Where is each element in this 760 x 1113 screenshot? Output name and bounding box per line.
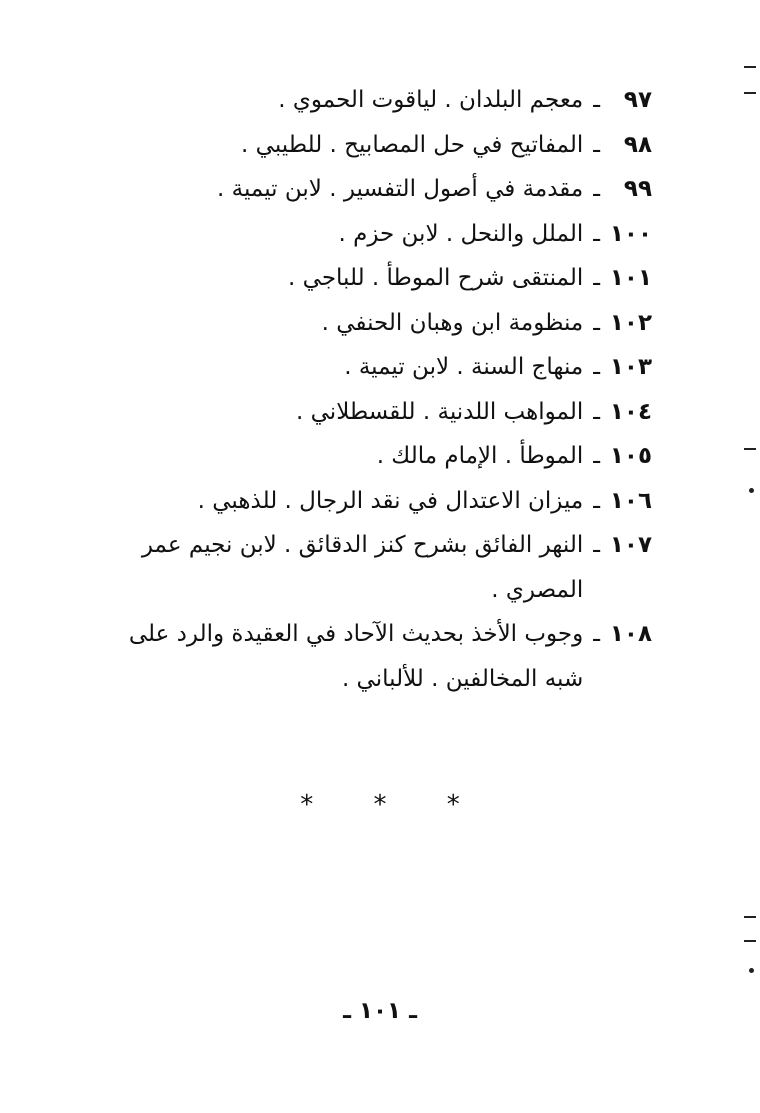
entry-text: الموطأ . الإمام مالك .	[376, 443, 584, 469]
list-item	[92, 301, 652, 346]
entry-dash: ـ	[593, 354, 600, 380]
entry-dash: ـ	[593, 220, 600, 247]
entry-number: ١٠٤	[609, 398, 652, 425]
entry-number: ٩٨	[623, 131, 652, 158]
list-item	[92, 256, 652, 301]
entry-text: منظومة ابن وهبان الحنفي .	[321, 309, 584, 336]
entry-number: ١٠١	[609, 265, 652, 291]
entry-number: ١٠٠	[609, 220, 652, 247]
entry-dash: ـ	[593, 87, 600, 113]
margin-dot	[749, 968, 754, 973]
entry-dash: ـ	[593, 621, 600, 647]
entry-number: ١٠٨	[609, 621, 652, 647]
entry-dash: ـ	[593, 131, 600, 158]
entry-text: المواهب اللدنية . للقسطلاني .	[296, 398, 584, 425]
list-item	[92, 390, 652, 435]
page-number: ـ ١٠١ ـ	[343, 998, 417, 1024]
entry-text: ميزان الاعتدال في نقد الرجال . للذهبي .	[197, 487, 584, 514]
list-item	[92, 78, 652, 123]
entry-dash: ـ	[593, 532, 600, 558]
entry-dash: ـ	[593, 443, 600, 469]
section-separator: * * *	[300, 790, 486, 820]
entry-number: ١٠٧	[609, 532, 652, 558]
entry-text: المفاتيح في حل المصابيح . للطيبي .	[241, 131, 584, 158]
entry-number: ٩٧	[623, 87, 652, 113]
list-item	[92, 345, 652, 390]
entry-dash: ـ	[593, 176, 600, 202]
entry-dash: ـ	[593, 265, 600, 291]
margin-mark	[744, 448, 756, 450]
list-item	[92, 123, 652, 168]
list-item	[92, 523, 652, 612]
margin-mark	[744, 92, 756, 94]
bibliography-list	[92, 78, 652, 701]
entry-text: معجم البلدان . لياقوت الحموي .	[278, 87, 584, 113]
entry-text: النهر الفائق بشرح كنز الدقائق . لابن نجيم عمر المصري .	[141, 532, 584, 603]
margin-mark	[744, 916, 756, 918]
margin-mark	[744, 66, 756, 68]
entry-text: الملل والنحل . لابن حزم .	[338, 220, 584, 247]
margin-dot	[749, 488, 754, 493]
list-item	[92, 479, 652, 524]
entry-text: وجوب الأخذ بحديث الآحاد في العقيدة والرد على شبه المخالفين . للألباني .	[128, 621, 584, 692]
entry-text: المنتقى شرح الموطأ . للباجي .	[288, 265, 584, 291]
entry-number: ١٠٢	[609, 309, 652, 336]
entry-number: ١٠٣	[609, 354, 652, 380]
margin-mark	[744, 940, 756, 942]
entry-number: ١٠٥	[609, 443, 652, 469]
list-item	[92, 212, 652, 257]
list-item	[92, 167, 652, 212]
entry-text: مقدمة في أصول التفسير . لابن تيمية .	[217, 176, 584, 202]
list-item	[92, 434, 652, 479]
entry-text: منهاج السنة . لابن تيمية .	[344, 354, 584, 380]
entry-number: ١٠٦	[609, 487, 652, 514]
entry-number: ٩٩	[623, 176, 652, 202]
entry-dash: ـ	[593, 487, 600, 514]
entry-dash: ـ	[593, 398, 600, 425]
list-item	[92, 612, 652, 701]
entry-dash: ـ	[593, 309, 600, 336]
